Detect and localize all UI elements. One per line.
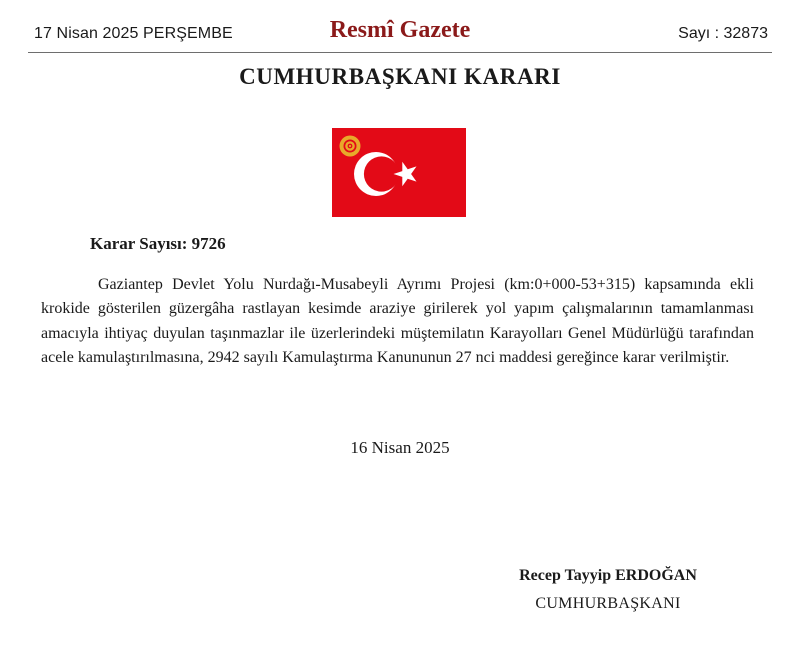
decree-title: CUMHURBAŞKANI KARARI xyxy=(239,64,561,89)
header-divider xyxy=(28,52,772,53)
presidential-seal-icon xyxy=(340,136,361,157)
gazette-header xyxy=(30,17,770,50)
signatory-name: Recep Tayyip ERDOĞAN xyxy=(519,567,697,584)
signatory-title: CUMHURBAŞKANI xyxy=(535,595,681,612)
gazette-name: Resmî Gazete xyxy=(329,17,471,43)
issue-number: Sayı : 32873 xyxy=(678,25,768,42)
decree-number: Karar Sayısı: 9726 xyxy=(90,234,226,253)
decree-body: Gaziantep Devlet Yolu Nurdağı-Musabeyli Ayrımı Projesi (km:0+000-53+315) kapsamında ekli krokide gösterilen güzergâha rastlayan kesimde araziye girilerek yol yapım çalışmalarının tamamlanması amacıyla ihtiyaç duyulan taşınmazlar ile üzerlerindeki müştemilatın Karayolları Genel Müdürlüğü tarafından acele kamulaştırılmasına, 2942 sayılı Kamulaştırma Kanununun 27 nci maddesi gereğince karar verilmiştir. xyxy=(41,276,754,366)
turkish-flag-icon xyxy=(332,128,466,217)
issue-date: 17 Nisan 2025 PERŞEMBE xyxy=(34,25,233,42)
decree-date: 16 Nisan 2025 xyxy=(350,438,450,457)
signature-block xyxy=(470,567,746,613)
